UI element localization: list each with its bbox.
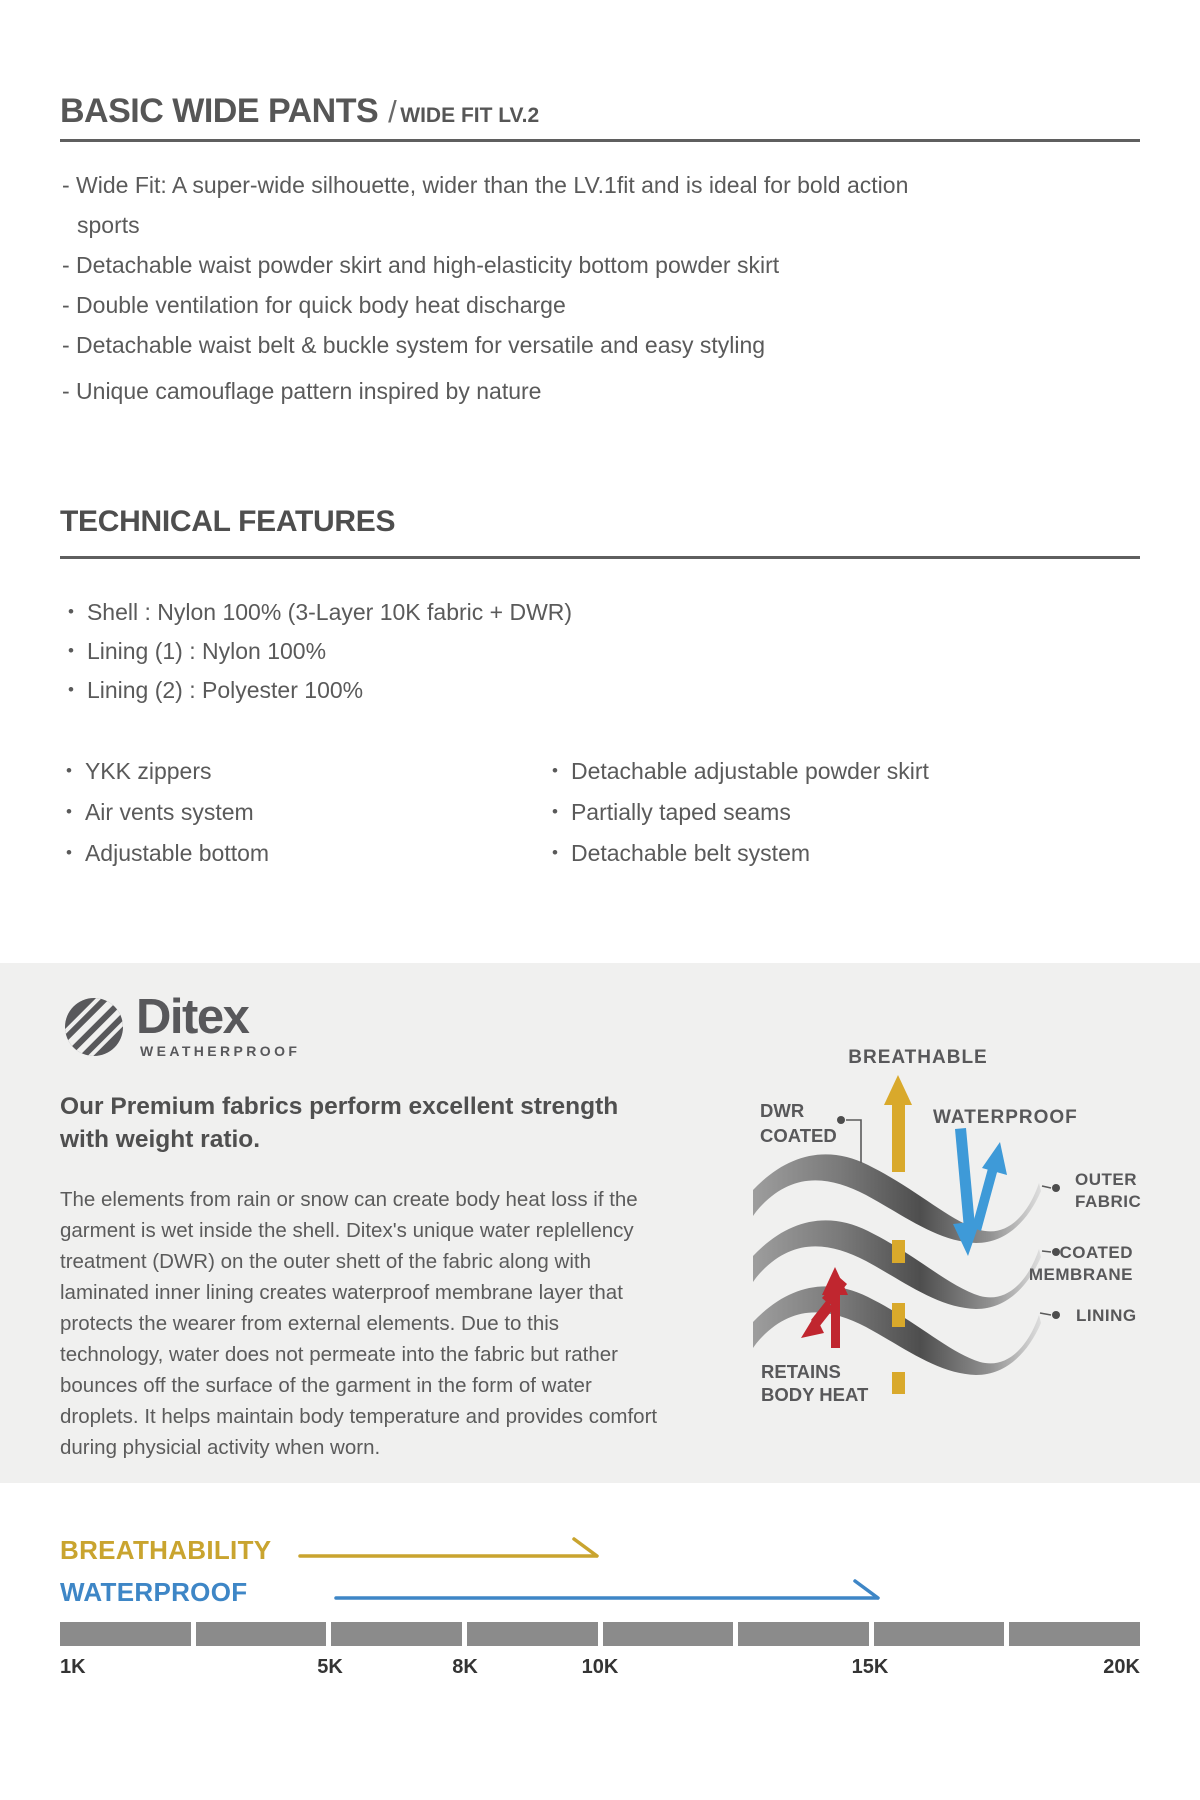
outer-fabric-label-2: FABRIC [1075, 1192, 1142, 1211]
scale-bar-segment [1009, 1622, 1140, 1646]
scale-tick-5k: 5K [317, 1656, 343, 1678]
item-text: Air vents system [84, 799, 254, 825]
scale-bar-segment [60, 1622, 191, 1646]
scale-bar-segment [467, 1622, 598, 1646]
scale-tick-10k: 10K [581, 1656, 619, 1678]
waterproof-tick-icon [855, 1581, 878, 1598]
coated-membrane-label-2: MEMBRANE [1028, 1265, 1133, 1284]
rating-scale-bar [60, 1622, 1140, 1646]
dwr-coated-label-2: COATED [760, 1125, 837, 1146]
material-item [68, 594, 572, 633]
feature-item: - Unique camouflage pattern inspired by nature [62, 378, 542, 404]
feature-list [62, 165, 957, 411]
fabric-layer-diagram [718, 1025, 1158, 1435]
ditex-logo-icon [64, 997, 124, 1057]
feature-item: - Detachable waist belt & buckle system for versatile and easy styling [62, 332, 766, 358]
dwr-coated-label-1: DWR [760, 1100, 805, 1121]
item-text: Adjustable bottom [84, 840, 270, 866]
performance-arrows [0, 1520, 1200, 1620]
waterproof-label: WATERPROOF [933, 1107, 1078, 1128]
bullet-icon: • [66, 843, 72, 862]
title-slash: / [388, 94, 397, 129]
scale-tick-1k: 1K [60, 1656, 86, 1678]
list-item [552, 793, 929, 834]
bullet-icon: • [66, 802, 72, 821]
lining-label: LINING [1076, 1306, 1137, 1325]
feature-item: - Double ventilation for quick body heat discharge [62, 292, 566, 318]
material-item [68, 672, 572, 711]
bullet-icon: • [66, 761, 72, 780]
scale-tick-15k: 15K [851, 1656, 889, 1678]
list-item [66, 793, 269, 834]
technical-features-heading: TECHNICAL FEATURES [60, 505, 396, 538]
fit-level: WIDE FIT LV.2 [400, 104, 540, 127]
list-item [552, 752, 929, 793]
ditex-panel [0, 963, 1200, 1483]
fabric-bands [753, 1154, 1041, 1375]
list-item [66, 834, 269, 875]
fabric-headline: Our Premium fabrics perform excellent strength with weight ratio. [60, 1093, 619, 1153]
feature-item: - Detachable waist powder skirt and high-elasticity bottom powder skirt [62, 252, 780, 278]
materials-list [68, 594, 572, 711]
material-text: Shell : Nylon 100% (3-Layer 10K fabric + DWR) [86, 599, 573, 625]
outer-fabric-label-1: OUTER [1075, 1170, 1137, 1189]
retains-body-heat-label-1: RETAINS [761, 1361, 841, 1382]
material-text: Lining (2) : Polyester 100% [86, 677, 364, 703]
retains-body-heat-label-2: BODY HEAT [761, 1384, 869, 1405]
bullet-icon: • [68, 602, 74, 621]
item-text: Detachable adjustable powder skirt [570, 758, 929, 784]
brand-tagline: WEATHERPROOF [140, 1043, 301, 1059]
feature-item: - Wide Fit: A super-wide silhouette, wider than the LV.1fit and is ideal for bold action sports [62, 172, 909, 238]
technical-divider [60, 556, 1140, 559]
item-text: YKK zippers [84, 758, 212, 784]
scale-bar-segment [196, 1622, 327, 1646]
title-divider [60, 139, 1140, 142]
features-column-left [66, 752, 269, 875]
scale-bar-segment [738, 1622, 869, 1646]
page-title [60, 92, 539, 131]
brand-name: Ditex [136, 990, 249, 1044]
list-item [66, 752, 269, 793]
breathable-label: BREATHABLE [848, 1047, 988, 1068]
material-text: Lining (1) : Nylon 100% [86, 638, 327, 664]
material-item [68, 633, 572, 672]
scale-bar-segment [603, 1622, 734, 1646]
scale-tick-8k: 8K [452, 1656, 478, 1678]
item-text: Detachable belt system [570, 840, 811, 866]
bullet-icon: • [552, 761, 558, 780]
bullet-icon: • [552, 802, 558, 821]
waterproof-scale-label: WATERPROOF [60, 1577, 248, 1607]
scale-bar-segment [874, 1622, 1005, 1646]
bullet-icon: • [552, 843, 558, 862]
bullet-icon: • [68, 680, 74, 699]
scale-bar-segment [331, 1622, 462, 1646]
coated-membrane-label-1: COATED [1059, 1243, 1133, 1262]
product-name: BASIC WIDE PANTS [60, 92, 379, 130]
scale-tick-20k: 20K [1103, 1656, 1140, 1678]
breathability-label: BREATHABILITY [60, 1535, 272, 1565]
item-text: Partially taped seams [570, 799, 791, 825]
breathability-tick-icon [574, 1539, 597, 1556]
list-item [552, 834, 929, 875]
features-column-right [552, 752, 929, 875]
fabric-description: The elements from rain or snow can create body heat loss if the garment is wet inside the shell. Ditex's unique water replellency treatment (DWR) on the outer shett of the fabric along with laminated inner lining creates waterproof membrane layer that protects the wearer from external elements. Due to this technology, water does not permeate into the fabric but rather bounces off the surface of the garment in the form of water droplets. It helps maintain body temperature and provides comfort during physicial activity when worn. [60, 1188, 658, 1459]
bullet-icon: • [68, 641, 74, 660]
